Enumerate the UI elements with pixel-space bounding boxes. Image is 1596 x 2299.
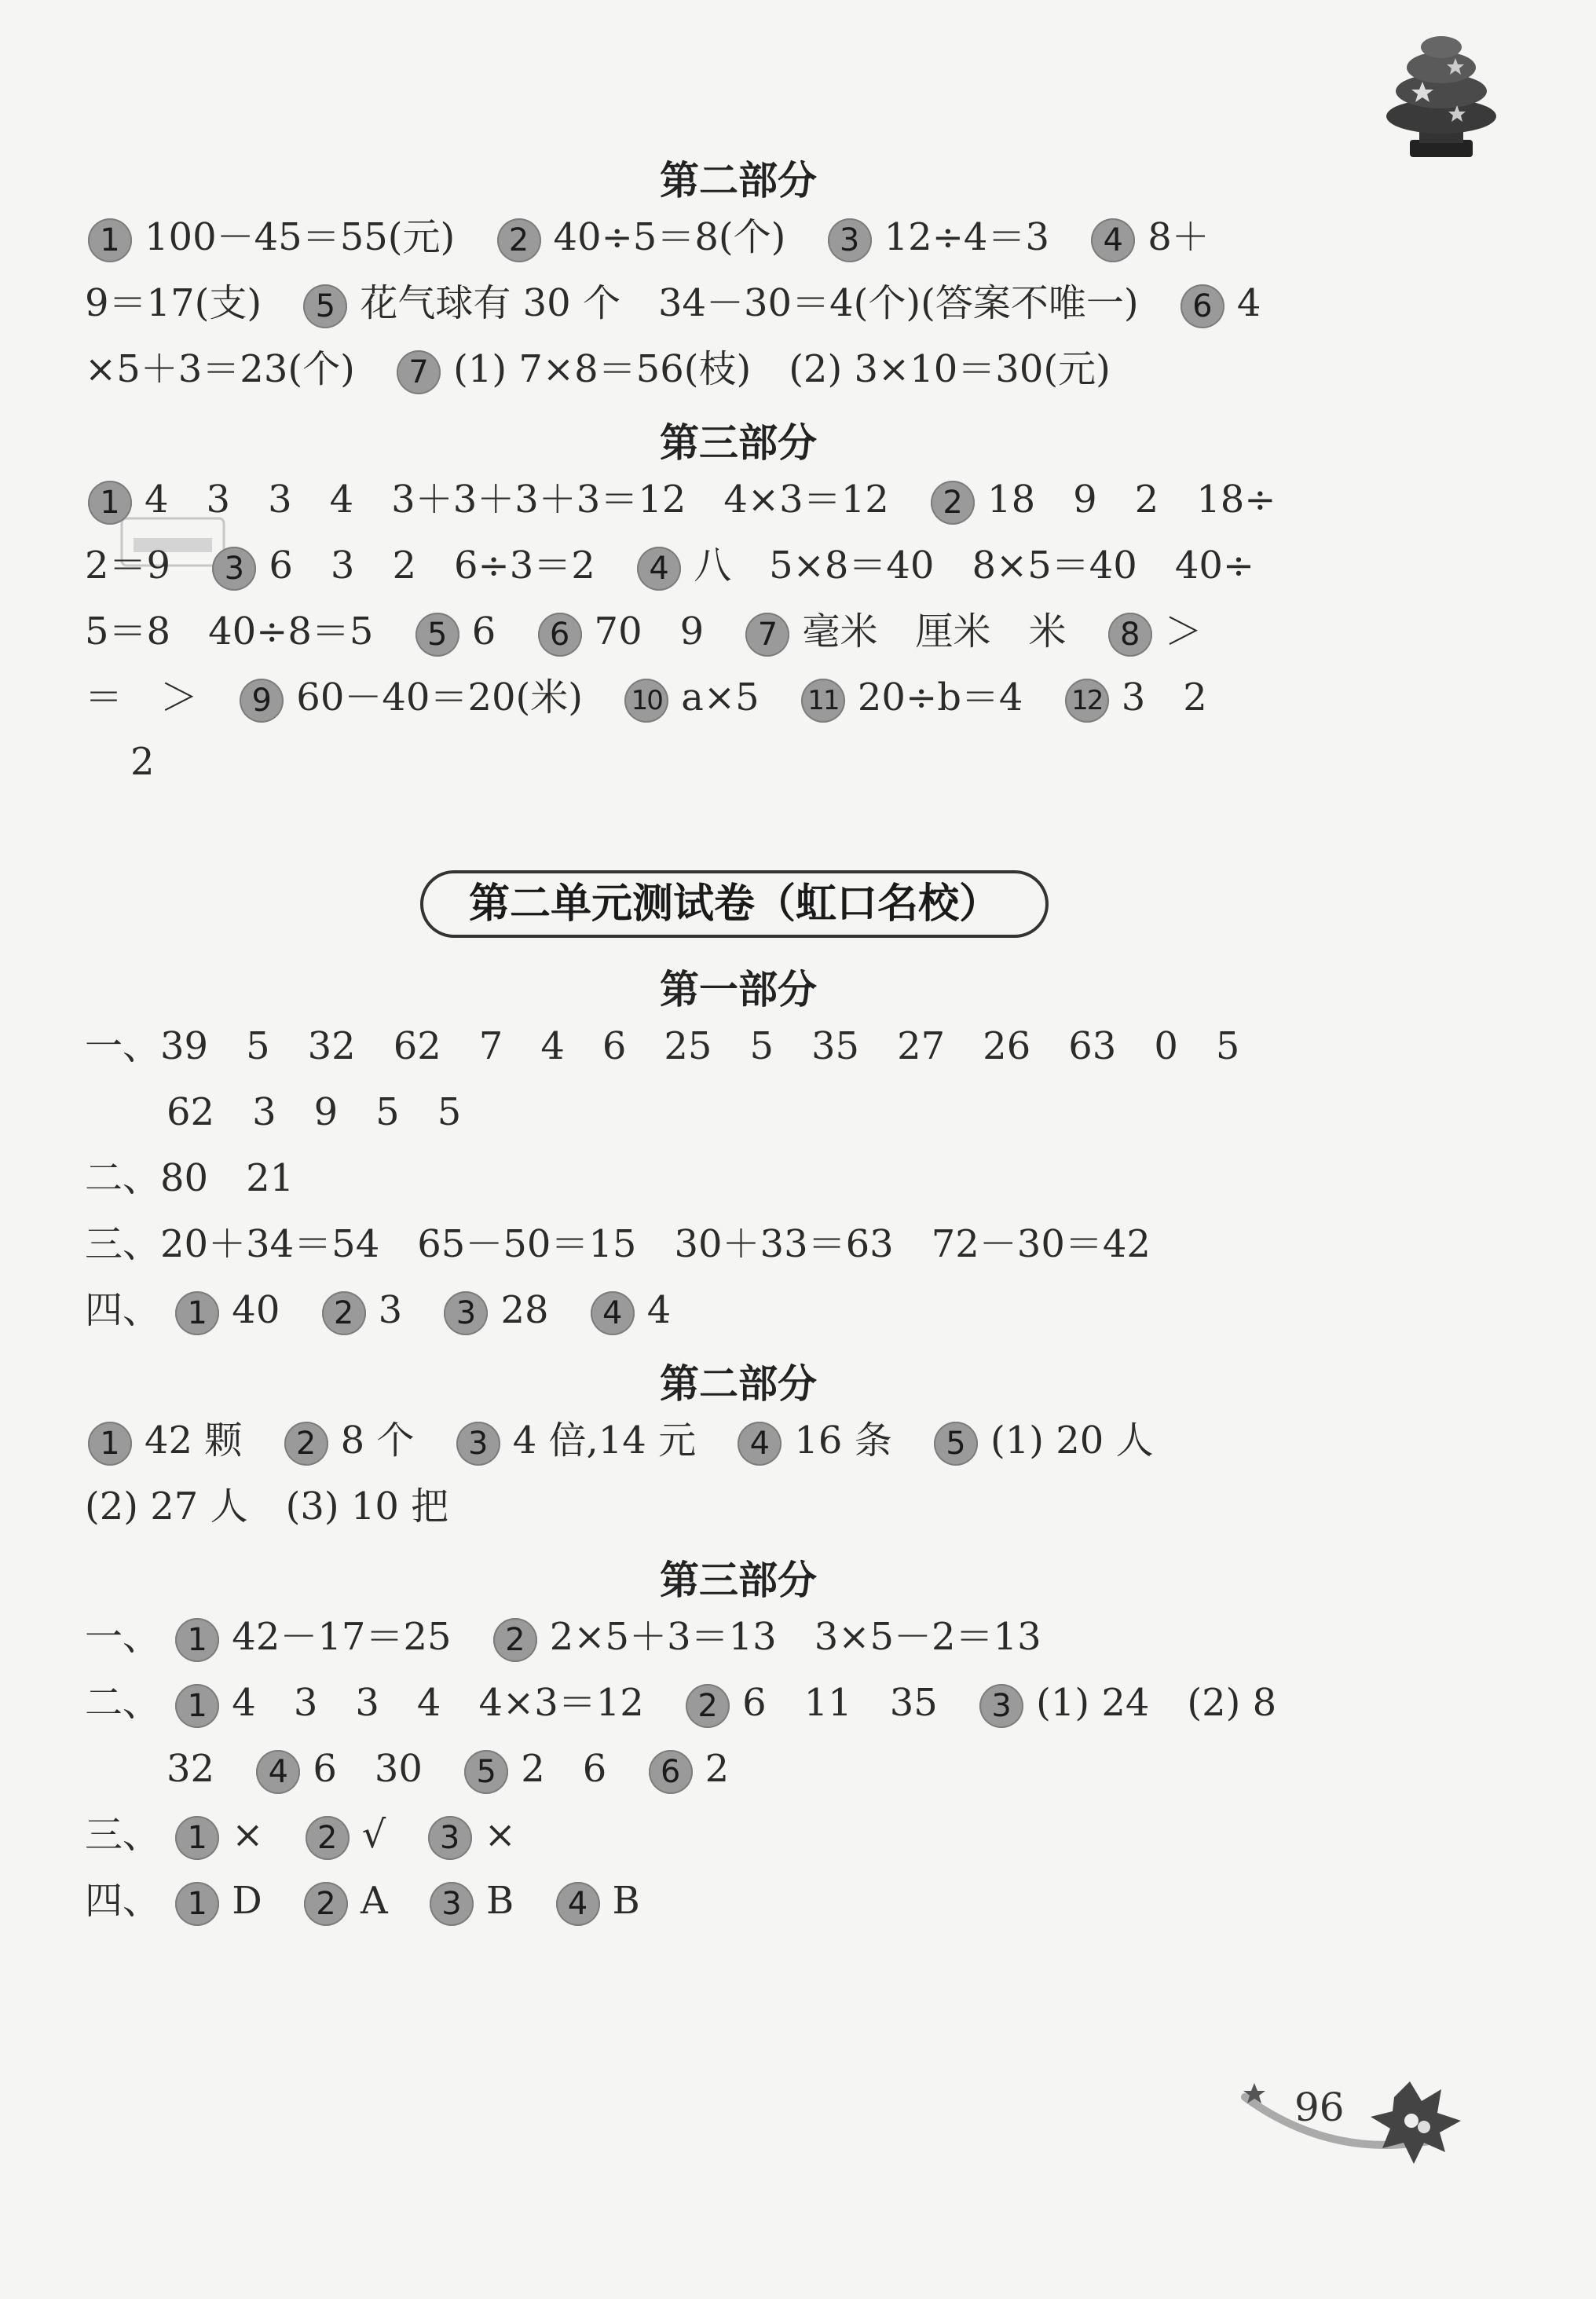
question-number-badge: 6	[649, 1750, 693, 1794]
question-number-badge: 1	[88, 218, 132, 262]
question-number-badge: 5	[303, 284, 347, 328]
question-number-badge: 3	[979, 1684, 1023, 1728]
answer-line	[85, 542, 1396, 591]
answer-text: 毫米 厘米 米	[802, 610, 1067, 653]
answer-text: 40	[232, 1288, 280, 1332]
answer-line	[85, 280, 1396, 328]
answer-text: 6 3 2 6÷3＝2	[269, 544, 595, 588]
question-number-badge: 7	[745, 613, 789, 657]
answer-line	[85, 1679, 1396, 1728]
answer-text: 2＝9	[85, 544, 171, 588]
answer-text: 3 2	[1121, 675, 1207, 719]
question-number-badge: 8	[1108, 613, 1152, 657]
answer-text: 2×5＋3＝13 3×5－2＝13	[549, 1615, 1041, 1659]
question-number-badge: 4	[556, 1882, 600, 1926]
question-number-badge: 7	[397, 350, 441, 394]
answer-line	[85, 214, 1396, 262]
question-number-badge: 4	[738, 1422, 782, 1466]
answer-text: 9＝17(支)	[85, 281, 262, 325]
question-number-badge: 12	[1065, 679, 1109, 723]
answer-text: 8 个	[340, 1419, 415, 1463]
question-number-badge: 2	[284, 1422, 328, 1466]
question-number-badge: 1	[175, 1684, 219, 1728]
answer-text: (1) 20 人	[990, 1419, 1154, 1463]
answer-text: ＞	[1164, 610, 1202, 653]
question-number-badge: 2	[304, 1882, 348, 1926]
question-number-badge: 2	[493, 1618, 537, 1662]
question-number-badge: 4	[1091, 218, 1135, 262]
answer-text: 八 5×8＝40 8×5＝40 40÷	[694, 544, 1255, 588]
answer-text: 8＋	[1148, 215, 1210, 259]
answer-text: ＝ ＞	[85, 675, 199, 719]
answer-text: 4	[646, 1288, 672, 1332]
answer-text: D	[232, 1879, 262, 1923]
answer-line: 62 3 9 5 5	[167, 1090, 462, 1134]
answer-line	[85, 1613, 1396, 1662]
question-number-badge: 1	[175, 1882, 219, 1926]
answer-text: A	[361, 1879, 388, 1923]
answer-text: 2	[130, 740, 155, 784]
answer-text: 28	[500, 1288, 549, 1332]
answer-line	[130, 738, 1442, 785]
question-number-badge: 6	[1181, 284, 1224, 328]
answer-text: √	[361, 1813, 386, 1857]
question-number-badge: 11	[801, 679, 845, 723]
section-prefix: 一、	[85, 1615, 161, 1659]
answer-text: B	[612, 1879, 640, 1923]
holly-decoration-icon	[1237, 2066, 1473, 2168]
question-number-badge: 2	[931, 481, 975, 525]
question-number-badge: 10	[624, 679, 668, 723]
page-number: 96	[1294, 2085, 1345, 2130]
answer-line	[85, 1877, 1396, 1926]
section-heading: 第三部分	[660, 1558, 817, 1603]
answer-text: 12÷4＝3	[884, 215, 1049, 259]
question-number-badge: 3	[428, 1816, 472, 1860]
unit-title: 第二单元测试卷（虹口名校）	[420, 870, 1049, 938]
answer-text: 3	[378, 1288, 403, 1332]
answer-text: ×5＋3＝23(个)	[85, 347, 355, 391]
question-number-badge: 4	[256, 1750, 300, 1794]
question-number-badge: 3	[444, 1291, 488, 1335]
answer-line	[85, 1287, 1396, 1335]
section-heading: 第一部分	[660, 967, 817, 1012]
answer-line: 三、20＋34＝54 65－50＝15 30＋33＝63 72－30＝42	[85, 1222, 1151, 1266]
answer-text: 5＝8 40÷8＝5	[85, 610, 374, 653]
christmas-tree-icon	[1378, 30, 1504, 163]
section-heading: 第三部分	[660, 420, 817, 466]
answer-text: (1) 24 (2) 8	[1036, 1681, 1277, 1725]
answer-text: 6	[471, 610, 496, 653]
section-heading: 第二部分	[660, 158, 817, 203]
answer-line	[85, 674, 1396, 723]
answer-text: a×5	[681, 675, 760, 719]
question-number-badge: 1	[88, 1422, 132, 1466]
section-prefix: 二、	[85, 1681, 161, 1725]
answer-text: B	[485, 1879, 514, 1923]
question-number-badge: 3	[456, 1422, 500, 1466]
answer-text: 6 30	[313, 1747, 423, 1791]
answer-text: 6 11 35	[742, 1681, 938, 1725]
answer-text: 4 3 3 4 4×3＝12	[232, 1681, 644, 1725]
answer-text: 70 9	[594, 610, 705, 653]
answer-text: 4 3 3 4 3＋3＋3＋3＝12 4×3＝12	[145, 478, 889, 522]
question-number-badge: 5	[934, 1422, 978, 1466]
answer-line: 二、80 21	[85, 1156, 295, 1200]
answer-line	[85, 1417, 1396, 1466]
answer-text: 16 条	[794, 1419, 892, 1463]
question-number-badge: 2	[497, 218, 541, 262]
answer-text: 100－45＝55(元)	[145, 215, 456, 259]
question-number-badge: 1	[175, 1816, 219, 1860]
answer-text: 42 颗	[145, 1419, 243, 1463]
answer-text: 40÷5＝8(个)	[553, 215, 786, 259]
answer-line	[85, 1811, 1396, 1860]
question-number-badge: 3	[828, 218, 872, 262]
answer-text: 2 6	[521, 1747, 607, 1791]
question-number-badge: 2	[306, 1816, 350, 1860]
question-number-badge: 9	[240, 679, 284, 723]
answer-text: 32	[167, 1747, 215, 1791]
section-prefix: 三、	[85, 1813, 161, 1857]
question-number-badge: 2	[322, 1291, 366, 1335]
answer-line	[167, 1745, 1478, 1794]
question-number-badge: 4	[637, 547, 681, 591]
section-prefix: 四、	[85, 1879, 161, 1923]
answer-text: 4 倍,14 元	[512, 1419, 697, 1463]
answer-text: 花气球有 30 个 34－30＝4(个)(答案不唯一)	[360, 281, 1139, 325]
question-number-badge: 5	[464, 1750, 508, 1794]
question-number-badge: 3	[212, 547, 256, 591]
question-number-badge: 1	[175, 1618, 219, 1662]
answer-line	[85, 476, 1396, 525]
answer-line: (2) 27 人 (3) 10 把	[85, 1484, 449, 1528]
question-number-badge: 6	[538, 613, 582, 657]
answer-line	[85, 346, 1396, 394]
answer-text: ×	[232, 1813, 264, 1857]
answer-text: 18 9 2 18÷	[987, 478, 1276, 522]
question-number-badge: 1	[88, 481, 132, 525]
answer-text: (1) 7×8＝56(枝) (2) 3×10＝30(元)	[453, 347, 1111, 391]
question-number-badge: 2	[686, 1684, 730, 1728]
question-number-badge: 4	[591, 1291, 635, 1335]
question-number-badge: 3	[430, 1882, 474, 1926]
answer-text: 20÷b＝4	[857, 675, 1023, 719]
answer-text: 60－40＝20(米)	[296, 675, 583, 719]
question-number-badge: 5	[415, 613, 459, 657]
section-prefix: 四、	[85, 1288, 161, 1332]
answer-line	[85, 608, 1396, 657]
section-heading: 第二部分	[660, 1361, 817, 1407]
answer-text: 42－17＝25	[232, 1615, 452, 1659]
answer-line: 一、39 5 32 62 7 4 6 25 5 35 27 26 63 0 5	[85, 1024, 1240, 1068]
answer-text: 4	[1236, 281, 1261, 325]
question-number-badge: 1	[175, 1291, 219, 1335]
answer-text: 2	[705, 1747, 730, 1791]
answer-text: ×	[484, 1813, 516, 1857]
